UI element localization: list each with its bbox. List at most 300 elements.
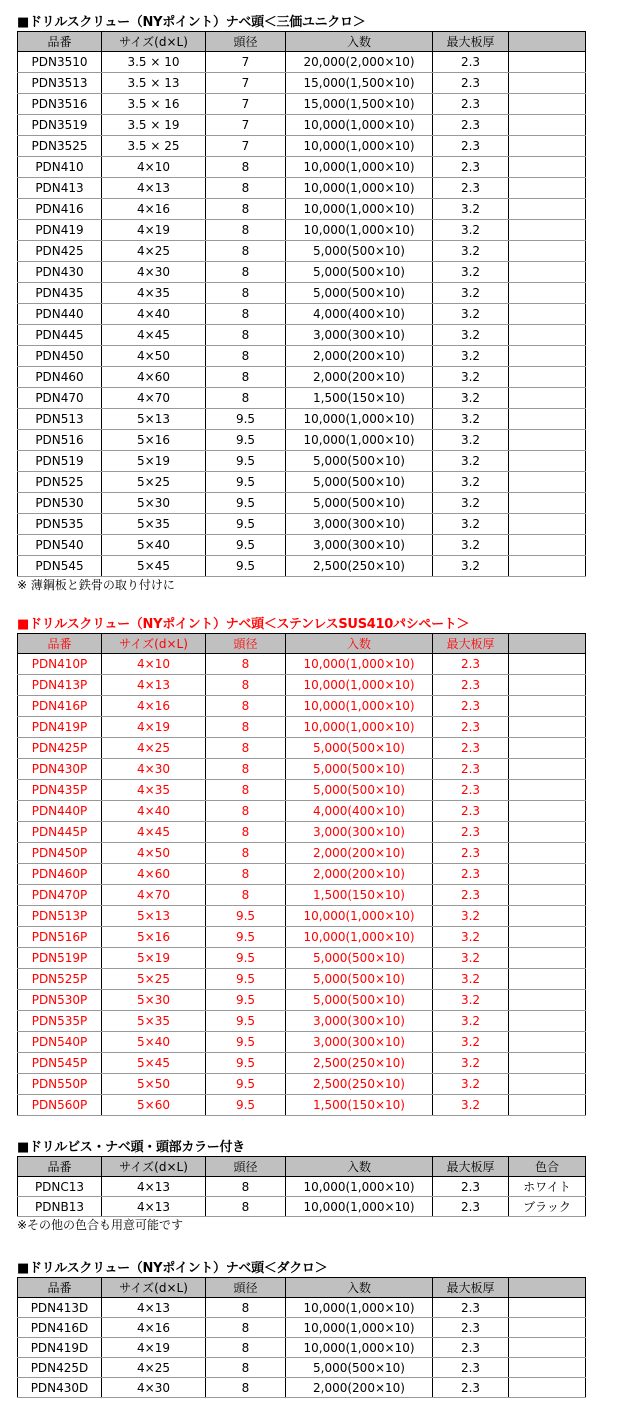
header-head-diameter: 頭径 bbox=[206, 32, 286, 52]
cell-size: 4×13 bbox=[102, 1298, 206, 1318]
cell-head-diameter: 7 bbox=[206, 73, 286, 94]
cell-max-thickness: 3.2 bbox=[433, 556, 509, 577]
cell-part-number: PDN545P bbox=[18, 1053, 102, 1074]
cell-part-number: PDN413P bbox=[18, 675, 102, 696]
cell-max-thickness: 3.2 bbox=[433, 493, 509, 514]
cell-max-thickness: 2.3 bbox=[433, 178, 509, 199]
product-table bbox=[17, 31, 586, 577]
cell-head-diameter: 9.5 bbox=[206, 472, 286, 493]
cell-color bbox=[509, 801, 586, 822]
table-row bbox=[18, 822, 586, 843]
header-size: サイズ(d×L) bbox=[102, 634, 206, 654]
table-header-row bbox=[18, 1157, 586, 1177]
cell-size: 4×13 bbox=[102, 1197, 206, 1217]
cell-max-thickness: 3.2 bbox=[433, 346, 509, 367]
cell-max-thickness: 2.3 bbox=[433, 157, 509, 178]
cell-head-diameter: 9.5 bbox=[206, 927, 286, 948]
cell-part-number: PDN413 bbox=[18, 178, 102, 199]
cell-max-thickness: 2.3 bbox=[433, 1177, 509, 1197]
cell-max-thickness: 2.3 bbox=[433, 1197, 509, 1217]
cell-part-number: PDN525 bbox=[18, 472, 102, 493]
cell-quantity: 10,000(1,000×10) bbox=[286, 1318, 433, 1338]
cell-head-diameter: 8 bbox=[206, 675, 286, 696]
table-row bbox=[18, 199, 586, 220]
cell-quantity: 4,000(400×10) bbox=[286, 801, 433, 822]
cell-head-diameter: 8 bbox=[206, 367, 286, 388]
table-row bbox=[18, 220, 586, 241]
cell-head-diameter: 8 bbox=[206, 759, 286, 780]
cell-quantity: 5,000(500×10) bbox=[286, 948, 433, 969]
cell-size: 4×45 bbox=[102, 822, 206, 843]
cell-max-thickness: 3.2 bbox=[433, 535, 509, 556]
cell-part-number: PDN519 bbox=[18, 451, 102, 472]
cell-max-thickness: 2.3 bbox=[433, 654, 509, 675]
cell-max-thickness: 2.3 bbox=[433, 801, 509, 822]
cell-size: 4×25 bbox=[102, 241, 206, 262]
cell-head-diameter: 8 bbox=[206, 1318, 286, 1338]
cell-quantity: 3,000(300×10) bbox=[286, 1011, 433, 1032]
cell-size: 3.5 × 19 bbox=[102, 115, 206, 136]
table-row bbox=[18, 843, 586, 864]
cell-quantity: 3,000(300×10) bbox=[286, 535, 433, 556]
table-row bbox=[18, 1053, 586, 1074]
cell-quantity: 2,000(200×10) bbox=[286, 346, 433, 367]
table-row bbox=[18, 346, 586, 367]
cell-part-number: PDN3519 bbox=[18, 115, 102, 136]
cell-quantity: 5,000(500×10) bbox=[286, 969, 433, 990]
cell-size: 5×50 bbox=[102, 1074, 206, 1095]
table-row bbox=[18, 1197, 586, 1217]
cell-part-number: PDN513 bbox=[18, 409, 102, 430]
cell-size: 4×60 bbox=[102, 864, 206, 885]
cell-max-thickness: 2.3 bbox=[433, 1378, 509, 1398]
cell-size: 5×19 bbox=[102, 948, 206, 969]
cell-color bbox=[509, 241, 586, 262]
cell-size: 4×35 bbox=[102, 283, 206, 304]
table-row bbox=[18, 514, 586, 535]
cell-max-thickness: 3.2 bbox=[433, 367, 509, 388]
cell-part-number: PDN3516 bbox=[18, 94, 102, 115]
cell-part-number: PDN413D bbox=[18, 1298, 102, 1318]
cell-quantity: 10,000(1,000×10) bbox=[286, 1197, 433, 1217]
section-uniclo bbox=[17, 15, 585, 593]
table-row bbox=[18, 535, 586, 556]
table-row bbox=[18, 696, 586, 717]
table-row bbox=[18, 1358, 586, 1378]
cell-part-number: PDN560P bbox=[18, 1095, 102, 1116]
cell-head-diameter: 8 bbox=[206, 822, 286, 843]
cell-quantity: 10,000(1,000×10) bbox=[286, 220, 433, 241]
cell-part-number: PDN416D bbox=[18, 1318, 102, 1338]
cell-quantity: 20,000(2,000×10) bbox=[286, 52, 433, 73]
cell-head-diameter: 9.5 bbox=[206, 409, 286, 430]
cell-max-thickness: 3.2 bbox=[433, 969, 509, 990]
header-max-thickness: 最大板厚 bbox=[433, 1157, 509, 1177]
table-row bbox=[18, 780, 586, 801]
cell-quantity: 2,000(200×10) bbox=[286, 864, 433, 885]
cell-size: 4×50 bbox=[102, 346, 206, 367]
cell-part-number: PDN419D bbox=[18, 1338, 102, 1358]
header-part-number: 品番 bbox=[18, 634, 102, 654]
cell-size: 4×70 bbox=[102, 885, 206, 906]
cell-quantity: 2,500(250×10) bbox=[286, 556, 433, 577]
table-row bbox=[18, 262, 586, 283]
cell-part-number: PDN419P bbox=[18, 717, 102, 738]
cell-head-diameter: 8 bbox=[206, 262, 286, 283]
cell-part-number: PDN419 bbox=[18, 220, 102, 241]
cell-head-diameter: 8 bbox=[206, 1177, 286, 1197]
cell-head-diameter: 8 bbox=[206, 843, 286, 864]
cell-color bbox=[509, 115, 586, 136]
section-title: ■ドリルスクリュー（NYポイント）ナベ頭＜三価ユニクロ＞ bbox=[17, 15, 366, 30]
cell-size: 4×16 bbox=[102, 696, 206, 717]
header-quantity: 入数 bbox=[286, 32, 433, 52]
cell-max-thickness: 3.2 bbox=[433, 472, 509, 493]
cell-part-number: PDN416P bbox=[18, 696, 102, 717]
header-head-diameter: 頭径 bbox=[206, 1278, 286, 1298]
table-header-row bbox=[18, 634, 586, 654]
cell-part-number: PDN540 bbox=[18, 535, 102, 556]
cell-color bbox=[509, 1053, 586, 1074]
cell-quantity: 10,000(1,000×10) bbox=[286, 157, 433, 178]
header-part-number: 品番 bbox=[18, 32, 102, 52]
cell-part-number: PDN3513 bbox=[18, 73, 102, 94]
cell-size: 4×19 bbox=[102, 220, 206, 241]
cell-quantity: 4,000(400×10) bbox=[286, 304, 433, 325]
section-color-head bbox=[17, 1140, 585, 1233]
cell-color bbox=[509, 220, 586, 241]
cell-part-number: PDN470 bbox=[18, 388, 102, 409]
cell-size: 4×16 bbox=[102, 199, 206, 220]
cell-color bbox=[509, 1011, 586, 1032]
cell-color bbox=[509, 675, 586, 696]
cell-part-number: PDN450 bbox=[18, 346, 102, 367]
table-row bbox=[18, 990, 586, 1011]
cell-head-diameter: 8 bbox=[206, 717, 286, 738]
section-title: ■ドリルスクリュー（NYポイント）ナベ頭＜ダクロ＞ bbox=[17, 1261, 328, 1276]
cell-head-diameter: 9.5 bbox=[206, 556, 286, 577]
header-size: サイズ(d×L) bbox=[102, 1278, 206, 1298]
cell-color: ホワイト bbox=[509, 1177, 586, 1197]
table-row bbox=[18, 738, 586, 759]
cell-part-number: PDN3525 bbox=[18, 136, 102, 157]
table-row bbox=[18, 864, 586, 885]
cell-part-number: PDN425D bbox=[18, 1358, 102, 1378]
cell-part-number: PDN513P bbox=[18, 906, 102, 927]
cell-part-number: PDN535P bbox=[18, 1011, 102, 1032]
header-size: サイズ(d×L) bbox=[102, 32, 206, 52]
cell-size: 5×35 bbox=[102, 514, 206, 535]
table-row bbox=[18, 969, 586, 990]
cell-max-thickness: 2.3 bbox=[433, 1318, 509, 1338]
cell-quantity: 5,000(500×10) bbox=[286, 451, 433, 472]
cell-head-diameter: 8 bbox=[206, 1338, 286, 1358]
cell-quantity: 10,000(1,000×10) bbox=[286, 1298, 433, 1318]
cell-head-diameter: 8 bbox=[206, 1378, 286, 1398]
table-row bbox=[18, 801, 586, 822]
cell-part-number: PDNC13 bbox=[18, 1177, 102, 1197]
cell-size: 5×30 bbox=[102, 990, 206, 1011]
cell-part-number: PDN430P bbox=[18, 759, 102, 780]
cell-head-diameter: 9.5 bbox=[206, 1095, 286, 1116]
cell-color bbox=[509, 283, 586, 304]
cell-size: 5×13 bbox=[102, 906, 206, 927]
cell-quantity: 15,000(1,500×10) bbox=[286, 94, 433, 115]
cell-max-thickness: 3.2 bbox=[433, 1074, 509, 1095]
cell-color bbox=[509, 717, 586, 738]
cell-quantity: 10,000(1,000×10) bbox=[286, 409, 433, 430]
cell-part-number: PDN460P bbox=[18, 864, 102, 885]
table-row bbox=[18, 885, 586, 906]
cell-quantity: 1,500(150×10) bbox=[286, 885, 433, 906]
cell-size: 5×45 bbox=[102, 1053, 206, 1074]
header-max-thickness: 最大板厚 bbox=[433, 32, 509, 52]
cell-quantity: 1,500(150×10) bbox=[286, 1095, 433, 1116]
cell-quantity: 2,500(250×10) bbox=[286, 1053, 433, 1074]
cell-color bbox=[509, 948, 586, 969]
cell-quantity: 2,000(200×10) bbox=[286, 843, 433, 864]
cell-max-thickness: 3.2 bbox=[433, 906, 509, 927]
section-title: ■ドリルビス・ナベ頭・頭部カラー付き bbox=[17, 1140, 245, 1155]
cell-quantity: 5,000(500×10) bbox=[286, 493, 433, 514]
table-row bbox=[18, 654, 586, 675]
table-row bbox=[18, 675, 586, 696]
cell-quantity: 10,000(1,000×10) bbox=[286, 675, 433, 696]
header-quantity: 入数 bbox=[286, 1278, 433, 1298]
cell-part-number: PDN530 bbox=[18, 493, 102, 514]
cell-part-number: PDN430 bbox=[18, 262, 102, 283]
cell-part-number: PDN410 bbox=[18, 157, 102, 178]
table-row bbox=[18, 1318, 586, 1338]
table-row bbox=[18, 73, 586, 94]
cell-size: 4×60 bbox=[102, 367, 206, 388]
cell-size: 4×10 bbox=[102, 157, 206, 178]
cell-part-number: PDN550P bbox=[18, 1074, 102, 1095]
section-stainless bbox=[17, 617, 585, 1116]
header-part-number: 品番 bbox=[18, 1157, 102, 1177]
cell-color bbox=[509, 864, 586, 885]
cell-color bbox=[509, 696, 586, 717]
header-color bbox=[509, 1278, 586, 1298]
cell-color bbox=[509, 430, 586, 451]
cell-max-thickness: 3.2 bbox=[433, 304, 509, 325]
cell-color bbox=[509, 199, 586, 220]
cell-max-thickness: 2.3 bbox=[433, 136, 509, 157]
table-row bbox=[18, 1177, 586, 1197]
cell-head-diameter: 8 bbox=[206, 801, 286, 822]
cell-size: 5×25 bbox=[102, 472, 206, 493]
product-table bbox=[17, 633, 586, 1116]
cell-part-number: PDN425 bbox=[18, 241, 102, 262]
cell-size: 5×16 bbox=[102, 927, 206, 948]
cell-quantity: 3,000(300×10) bbox=[286, 325, 433, 346]
cell-part-number: PDN425P bbox=[18, 738, 102, 759]
cell-size: 4×70 bbox=[102, 388, 206, 409]
cell-max-thickness: 3.2 bbox=[433, 451, 509, 472]
cell-color bbox=[509, 906, 586, 927]
cell-part-number: PDNB13 bbox=[18, 1197, 102, 1217]
table-row bbox=[18, 556, 586, 577]
section-title: ■ドリルスクリュー（NYポイント）ナベ頭＜ステンレスSUS410パシペート＞ bbox=[17, 617, 470, 632]
cell-size: 4×13 bbox=[102, 178, 206, 199]
cell-color bbox=[509, 514, 586, 535]
footnote: ※その他の色合も用意可能です bbox=[17, 1218, 184, 1232]
cell-part-number: PDN525P bbox=[18, 969, 102, 990]
cell-color bbox=[509, 556, 586, 577]
table-row bbox=[18, 1298, 586, 1318]
cell-head-diameter: 7 bbox=[206, 52, 286, 73]
cell-color: ブラック bbox=[509, 1197, 586, 1217]
table-row bbox=[18, 948, 586, 969]
cell-head-diameter: 8 bbox=[206, 325, 286, 346]
cell-part-number: PDN445P bbox=[18, 822, 102, 843]
cell-part-number: PDN545 bbox=[18, 556, 102, 577]
cell-max-thickness: 2.3 bbox=[433, 1338, 509, 1358]
cell-max-thickness: 3.2 bbox=[433, 948, 509, 969]
cell-part-number: PDN440P bbox=[18, 801, 102, 822]
cell-size: 5×13 bbox=[102, 409, 206, 430]
cell-head-diameter: 9.5 bbox=[206, 1074, 286, 1095]
cell-color bbox=[509, 388, 586, 409]
footnote: ※ 薄鋼板と鉄骨の取り付けに bbox=[17, 578, 175, 592]
table-row bbox=[18, 283, 586, 304]
cell-max-thickness: 2.3 bbox=[433, 94, 509, 115]
cell-max-thickness: 2.3 bbox=[433, 759, 509, 780]
cell-color bbox=[509, 759, 586, 780]
cell-quantity: 15,000(1,500×10) bbox=[286, 73, 433, 94]
cell-part-number: PDN535 bbox=[18, 514, 102, 535]
cell-head-diameter: 8 bbox=[206, 199, 286, 220]
cell-part-number: PDN519P bbox=[18, 948, 102, 969]
cell-quantity: 10,000(1,000×10) bbox=[286, 927, 433, 948]
cell-quantity: 5,000(500×10) bbox=[286, 472, 433, 493]
cell-max-thickness: 3.2 bbox=[433, 199, 509, 220]
table-row bbox=[18, 325, 586, 346]
cell-size: 4×40 bbox=[102, 304, 206, 325]
cell-part-number: PDN460 bbox=[18, 367, 102, 388]
cell-max-thickness: 3.2 bbox=[433, 927, 509, 948]
product-table bbox=[17, 1156, 586, 1217]
cell-max-thickness: 2.3 bbox=[433, 696, 509, 717]
cell-max-thickness: 2.3 bbox=[433, 1358, 509, 1378]
cell-max-thickness: 2.3 bbox=[433, 1298, 509, 1318]
cell-max-thickness: 3.2 bbox=[433, 1095, 509, 1116]
cell-size: 4×13 bbox=[102, 675, 206, 696]
cell-size: 5×60 bbox=[102, 1095, 206, 1116]
cell-color bbox=[509, 493, 586, 514]
cell-max-thickness: 3.2 bbox=[433, 325, 509, 346]
cell-head-diameter: 8 bbox=[206, 1197, 286, 1217]
cell-part-number: PDN470P bbox=[18, 885, 102, 906]
cell-quantity: 10,000(1,000×10) bbox=[286, 1177, 433, 1197]
table-row bbox=[18, 1378, 586, 1398]
cell-head-diameter: 9.5 bbox=[206, 493, 286, 514]
cell-max-thickness: 2.3 bbox=[433, 73, 509, 94]
cell-max-thickness: 3.2 bbox=[433, 409, 509, 430]
cell-max-thickness: 3.2 bbox=[433, 1053, 509, 1074]
cell-size: 4×30 bbox=[102, 1378, 206, 1398]
cell-quantity: 5,000(500×10) bbox=[286, 262, 433, 283]
header-quantity: 入数 bbox=[286, 634, 433, 654]
cell-max-thickness: 2.3 bbox=[433, 675, 509, 696]
cell-quantity: 2,500(250×10) bbox=[286, 1074, 433, 1095]
table-row bbox=[18, 367, 586, 388]
cell-quantity: 10,000(1,000×10) bbox=[286, 178, 433, 199]
cell-quantity: 5,000(500×10) bbox=[286, 780, 433, 801]
cell-head-diameter: 9.5 bbox=[206, 969, 286, 990]
header-color: 色合 bbox=[509, 1157, 586, 1177]
header-color bbox=[509, 32, 586, 52]
cell-quantity: 10,000(1,000×10) bbox=[286, 696, 433, 717]
cell-head-diameter: 8 bbox=[206, 864, 286, 885]
cell-color bbox=[509, 409, 586, 430]
cell-quantity: 5,000(500×10) bbox=[286, 283, 433, 304]
cell-size: 4×35 bbox=[102, 780, 206, 801]
cell-max-thickness: 2.3 bbox=[433, 738, 509, 759]
header-color bbox=[509, 634, 586, 654]
cell-quantity: 3,000(300×10) bbox=[286, 1032, 433, 1053]
cell-size: 4×13 bbox=[102, 1177, 206, 1197]
cell-size: 4×40 bbox=[102, 801, 206, 822]
cell-color bbox=[509, 52, 586, 73]
cell-head-diameter: 9.5 bbox=[206, 535, 286, 556]
cell-part-number: PDN516 bbox=[18, 430, 102, 451]
table-row bbox=[18, 388, 586, 409]
cell-part-number: PDN410P bbox=[18, 654, 102, 675]
table-row bbox=[18, 717, 586, 738]
cell-max-thickness: 2.3 bbox=[433, 885, 509, 906]
cell-max-thickness: 2.3 bbox=[433, 822, 509, 843]
table-row bbox=[18, 52, 586, 73]
cell-color bbox=[509, 73, 586, 94]
cell-head-diameter: 9.5 bbox=[206, 430, 286, 451]
cell-color bbox=[509, 885, 586, 906]
table-row bbox=[18, 94, 586, 115]
cell-size: 3.5 × 25 bbox=[102, 136, 206, 157]
table-row bbox=[18, 304, 586, 325]
cell-quantity: 3,000(300×10) bbox=[286, 514, 433, 535]
cell-part-number: PDN445 bbox=[18, 325, 102, 346]
cell-size: 5×35 bbox=[102, 1011, 206, 1032]
cell-head-diameter: 9.5 bbox=[206, 1032, 286, 1053]
table-row bbox=[18, 1074, 586, 1095]
cell-head-diameter: 8 bbox=[206, 346, 286, 367]
cell-color bbox=[509, 304, 586, 325]
cell-size: 5×30 bbox=[102, 493, 206, 514]
header-part-number: 品番 bbox=[18, 1278, 102, 1298]
cell-max-thickness: 3.2 bbox=[433, 220, 509, 241]
header-size: サイズ(d×L) bbox=[102, 1157, 206, 1177]
cell-quantity: 2,000(200×10) bbox=[286, 1378, 433, 1398]
cell-quantity: 5,000(500×10) bbox=[286, 738, 433, 759]
cell-size: 3.5 × 10 bbox=[102, 52, 206, 73]
cell-quantity: 5,000(500×10) bbox=[286, 759, 433, 780]
table-row bbox=[18, 409, 586, 430]
cell-color bbox=[509, 367, 586, 388]
cell-max-thickness: 2.3 bbox=[433, 52, 509, 73]
cell-max-thickness: 2.3 bbox=[433, 115, 509, 136]
cell-part-number: PDN3510 bbox=[18, 52, 102, 73]
table-row bbox=[18, 241, 586, 262]
cell-color bbox=[509, 822, 586, 843]
header-max-thickness: 最大板厚 bbox=[433, 634, 509, 654]
cell-part-number: PDN516P bbox=[18, 927, 102, 948]
cell-head-diameter: 7 bbox=[206, 136, 286, 157]
cell-color bbox=[509, 178, 586, 199]
cell-color bbox=[509, 780, 586, 801]
cell-color bbox=[509, 1358, 586, 1378]
table-row bbox=[18, 115, 586, 136]
